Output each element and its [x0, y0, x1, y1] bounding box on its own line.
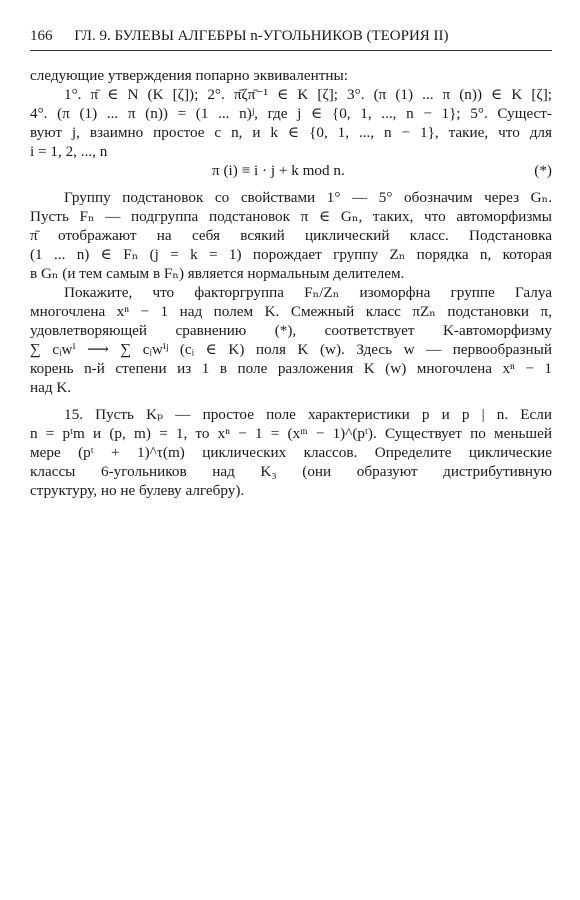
text-line: следующие утверждения попарно эквивалентны: — [30, 67, 348, 84]
paragraph — [30, 283, 552, 397]
exercise-15 — [30, 405, 552, 500]
text-line: π̄ отображают на себя всякий циклический класс. Подстановка — [30, 227, 552, 244]
paragraph — [30, 188, 552, 283]
text-line: 15. Пусть Kₚ — простое поле характеристики p и p | n. Если — [64, 406, 552, 423]
text-line: вуют j, взаимно простое с n, и k ∈ {0, 1, ..., n − 1}, такие, что для — [30, 124, 552, 141]
formula-line — [30, 161, 552, 180]
text-line: i = 1, 2, ..., n — [30, 143, 108, 160]
text-line: в Gₙ (и тем самым в Fₙ) является нормальным делителем. — [30, 265, 405, 282]
text-line: Пусть Fₙ — подгруппа подстановок π ∈ Gₙ, таких, что автоморфизмы — [30, 208, 552, 225]
text-line: удовлетворяющей сравнению (*), соответствует K-автоморфизму — [30, 322, 552, 339]
header-rule — [30, 50, 552, 51]
formula: π (i) ≡ i · j + k mod n. — [212, 162, 345, 179]
text-line: Группу подстановок со свойствами 1° — 5° обозначим через Gₙ. — [64, 189, 552, 206]
text-line: многочлена xⁿ − 1 над полем K. Смежный класс πZₙ подстановки π, — [30, 303, 552, 320]
text-line: Покажите, что факторгруппа Fₙ/Zₙ изоморфна группе Галуа — [64, 284, 552, 301]
formula-tag: (*) — [534, 162, 552, 179]
text-line: (1 ... n) ∈ Fₙ (j = k = 1) порождает группу Zₙ порядка n, которая — [30, 246, 552, 263]
text-line: структуру, но не булеву алгебру). — [30, 482, 245, 499]
text-line: корень n-й степени из 1 в поле разложения K (w) многочлена xⁿ − 1 — [30, 360, 552, 377]
text-line: 4°. (π (1) ... π (n)) = (1 ... n)ʲ, где j ∈ {0, 1, ..., n − 1}; 5°. Сущест- — [30, 105, 552, 122]
text-line: классы 6-угольников над K₃ (они образуют дистрибутивную — [30, 463, 552, 480]
text-line: 1°. π̄ ∈ N (K [ζ]); 2°. π̄ζπ̄⁻¹ ∈ K [ζ]; 3°. (π (1) ... π (n)) ∈ K [ζ]; — [64, 86, 552, 103]
page-number: 166 — [30, 28, 53, 44]
text-line: ∑ cᵢwⁱ ⟶ ∑ cᵢwⁱʲ (cᵢ ∈ K) поля K (w). Здесь w — первообразный — [30, 341, 552, 358]
text-line: над K. — [30, 379, 72, 396]
text-line: n = pᵗm и (p, m) = 1, то xⁿ − 1 = (xᵐ − 1)^(pᵗ). Существует по меньшей — [30, 425, 552, 442]
running-head — [30, 28, 552, 45]
text-line: мере (pᵗ + 1)^τ(m) циклических классов. Определите циклические — [30, 444, 552, 461]
page-body — [30, 66, 552, 500]
chapter-title: ГЛ. 9. БУЛЕВЫ АЛГЕБРЫ n-УГОЛЬНИКОВ (ТЕОРИЯ II) — [74, 28, 449, 44]
